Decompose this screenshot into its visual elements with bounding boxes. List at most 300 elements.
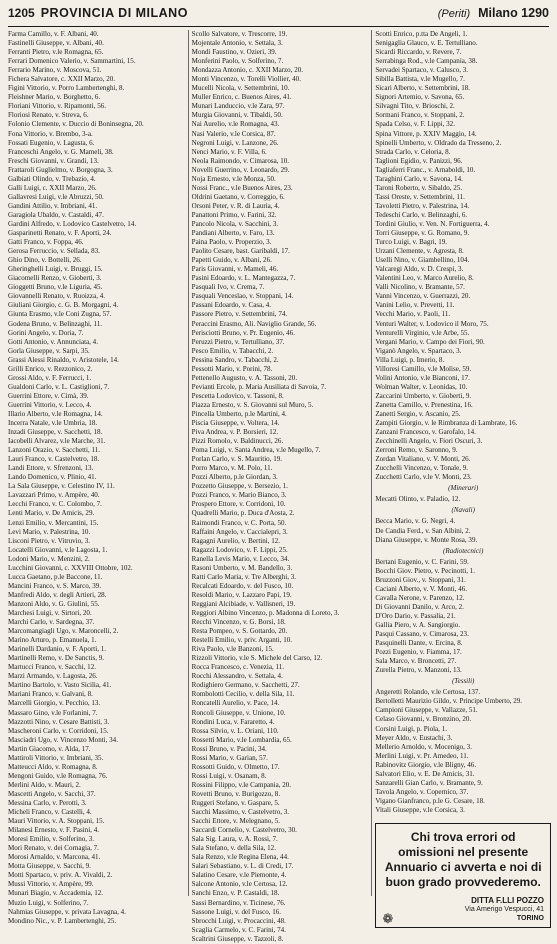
directory-entry: Paolito Cesare, bast. Garibaldi, 17. [191, 247, 290, 256]
directory-entry: Mauri Vittorio, v. A. Stoppani, 15. [8, 817, 105, 826]
directory-entry: Neola Raimondo, v. Cimarosa, 10. [191, 156, 290, 165]
directory-entry: Viganò Angelo, v. Spartaco, 3. [375, 346, 462, 355]
directory-entry: Venturi Walter, v. Lodovico il Moro, 75. [375, 319, 489, 328]
directory-entry: Giovannelli Renato, v. Ruoizza, 4. [8, 292, 106, 301]
directory-entry: Raimondi Franco, v. C. Porta, 50. [191, 518, 287, 527]
directory-entry: Zurella Pietro, v. Manzoni, 13. [375, 666, 462, 675]
directory-entry: Porlan Carlo, v. S. Mauritio, 19. [191, 455, 283, 464]
directory-entry: Mori Renato, v. dei Cornagia, 7. [8, 844, 99, 853]
directory-entry: Ragagni Aurelio, v. Bertini, 12. [191, 536, 281, 545]
directory-entry: Zecchinelli Angelo, v. Fiori Oscuri, 3. [375, 437, 483, 446]
directory-entry: Valentini Leo, v. Marco Aurelio, 8. [375, 274, 474, 283]
publisher-address: Via Amerigo Vespucci, 41 [464, 906, 545, 914]
directory-entry: Micheli Franco, v. Castelli, 4. [8, 808, 92, 817]
directory-entry: Pescetta Lodovico, v. Tassoni, 8. [191, 391, 284, 400]
category-heading: (Minerari) [448, 484, 479, 493]
directory-entry: Pasqui Cassano, v. Cimarosa, 23. [375, 630, 469, 639]
directory-entry: Marcomangiagli Ugo, v. Maroncelli, 2. [8, 627, 119, 636]
directory-entry: Reggiani Alcibiade, v. Vallisneri, 19. [191, 599, 296, 608]
directory-entry: Restelli Emilio, v. priv. Arganti, 10. [191, 636, 293, 645]
province-title: PROVINCIA DI MILANO [40, 6, 188, 20]
directory-entry: Massaro Gino, v.le Forlanini, 7. [8, 708, 98, 717]
directory-entry: Oldrini Gaetano, v. Correggio, 6. [191, 192, 285, 201]
directory-entry: Lenzi Emilio, v. Mercantini, 15. [8, 518, 99, 527]
region-label: Milano 1290 [478, 6, 549, 20]
directory-entry: Mancini Franco, v. S. Marco, 39. [8, 581, 102, 590]
directory-entry: Peruzzi Pietro, v. Tertulliano, 37. [191, 337, 285, 346]
directory-entry: Pasini Edoardo, v. L. Mantegazza, 7. [191, 274, 296, 283]
directory-entry: Taraghini Carlo, v. Savona, 14. [375, 174, 463, 183]
directory-entry: Mondino Nic., v. P. Lambertenghi, 25. [8, 916, 117, 925]
directory-entry: Giuliani Giorgio, c. G. B. Morgagni, 4. [8, 301, 119, 310]
directory-entry: Fichera Salvatore, c. XXII Marzo, 20. [8, 75, 116, 84]
directory-entry: Pessotti Mario, v. Porini, 78. [191, 364, 273, 373]
directory-entry: Martinelli Remo, v. De Sanctis, 9. [8, 654, 105, 663]
directory-entry: Lanzoni Orazio, v. Sacchetti, 11. [8, 446, 101, 455]
directory-entry: Sicardi Riccardo, v. Revere, 7. [375, 48, 462, 57]
directory-entry: Guerrini Vittorio, v. Lecco, 4. [8, 400, 92, 409]
directory-entry: Saccardi Cornelio, v. Castelvetro, 30. [191, 826, 297, 835]
directory-entry: Pancolo Nicola, v. Sacchini, 3. [191, 219, 279, 228]
directory-entry: Sanzarelli Gian Carlo, v. Bramante, 9. [375, 778, 483, 787]
page-header [8, 6, 549, 27]
directory-entry: Manfredi Aldo, v. degli Artieri, 28. [8, 590, 107, 599]
directory-entry: Mojentale Antonio, v. Settala, 3. [191, 39, 283, 48]
directory-entry: Angeretti Rolando, v.le Certosa, 137. [375, 688, 481, 697]
notice-footer [382, 895, 545, 927]
directory-entry: Gorla Giuseppe, v. Sarpi, 35. [8, 346, 90, 355]
directory-entry: Tordini Giulio, v. Ven. N. Fortiguerra, 4. [375, 219, 490, 228]
directory-entry: Ragazzi Lodovico, v. F. Lippi, 25. [191, 545, 288, 554]
directory-entry: Mascetti Angelo, v. Sacchi, 37. [8, 789, 96, 798]
directory-entry: Pozzi Eugenio, v. Fiamma, 17. [375, 648, 462, 657]
directory-entry: Munari Biagio, v. Accademia, 12. [8, 889, 104, 898]
directory-entry: Riva Paolo, v.le Banzoni, 15. [191, 645, 274, 654]
directory-entry: Paina Paolo, v. Properzio, 3. [191, 238, 272, 247]
category-heading: (Navali) [451, 506, 475, 515]
directory-entry: Spada Celso, v. F. Lippi, 32. [375, 120, 455, 129]
directory-entry: Mariani Franco, v. Galvani, 8. [8, 690, 93, 699]
directory-entry: Masciadri Ugo, v. Vincenzo Monti, 34. [8, 735, 118, 744]
directory-entry: Salvatori Elio, v. E. De Amicis, 31. [375, 769, 475, 778]
directory-entry: Fona Vittorio, v. Brembo, 3-a. [8, 129, 93, 138]
directory-entry: Muzio Luigi, v. Solferino, 7. [8, 898, 89, 907]
directory-entry: Valcaregi Aldo, v. D. Crespi, 3. [375, 265, 464, 274]
directory-entry: Pasquinelli Dante, v. Ercina, 8. [375, 639, 463, 648]
errata-notice-box [375, 823, 551, 928]
directory-entry: La Sala Giuseppe, v. Celestino IV, 11. [8, 482, 115, 491]
directory-entry: Martino Bartolo, v. Vasto Sicilia, 41. [8, 681, 112, 690]
directory-entry: Floriosi Renato, v. Streva, 6. [8, 111, 89, 120]
directory-entry: Galbiati Olindo, v. Trebazio, 4. [8, 174, 96, 183]
directory-entry: Noja Ernesto, v.le Monza, 50. [191, 174, 276, 183]
directory-entry: Rovetti Bruno, v. Burigozzo, 8. [191, 789, 281, 798]
directory-entry: Raffaini Angelo, v. Caccialepri, 3. [191, 527, 288, 536]
directory-entry: Sacchi Massimo, v. Castelvetro, 3. [191, 808, 290, 817]
directory-entry: Grossi Aldo, v. F. Ferrucci, 1. [8, 373, 92, 382]
directory-entry: Diana Giuseppe, v. Monte Rosa, 39. [375, 535, 478, 544]
directory-entry: Grassi Alessi Rinaldo, v. Aristotele, 14. [8, 355, 119, 364]
directory-entry: Nossi Franc., v.le Buenos Aires, 23. [191, 183, 293, 192]
directory-entry: Motta Giuseppe, v. Sacchi, 9. [8, 862, 91, 871]
directory-entry: Corsini Luigi, p. Piola, 1. [375, 724, 447, 733]
directory-entry: Pettenello Augusto, v. A. Tassoni, 20. [191, 373, 298, 382]
directory-entry: Pasquali Venceslao, v. Stoppani, 14. [191, 292, 294, 301]
directory-entry: Franceschi Angelo, v. G. Mameli, 38. [8, 147, 114, 156]
directory-entry: Salcone Antonio, v.le Certosa, 12. [191, 880, 288, 889]
directory-entry: Valli Nicolino, v. Bramante, 57. [375, 283, 465, 292]
directory-entry: Recchi Vincenzo, v. G. Borsi, 18. [191, 618, 286, 627]
directory-entry: Pasquali Ivo, v. Crema, 7. [191, 283, 265, 292]
directory-entry: Merlini Luigi, v. Pr. Amedeo, 11. [375, 751, 469, 760]
directory-entry: Nasi Valerio, v.le Corsica, 87. [191, 129, 276, 138]
directory-entry: Pincella Umberto, p.le Martini, 4. [191, 409, 287, 418]
directory-entry: Ruggeri Stefano, v. Gaspare, 5. [191, 798, 280, 807]
directory-entry: Lecchi Franco, v. C. Colombo, 7. [8, 500, 102, 509]
directory-entry: Moresi Emilio, v. Solferino, 3. [8, 835, 95, 844]
directory-entry: Iacobelli Alvarez, v.le Marche, 31. [8, 437, 106, 446]
directory-entry: Venturelli Virginio, v.le Arbe, 55. [375, 328, 470, 337]
directory-entry: Peraccini Erasmo, Ali. Naviglio Grande, 56. [191, 319, 317, 328]
directory-entry: Mondi Faustino, v. Ozieri, 39. [191, 48, 277, 57]
directory-entry: Salari Sebastiano, v. L. di Credi, 17. [191, 862, 294, 871]
directory-entry: Volini Antonio, v.le Bianconi, 17. [375, 373, 470, 382]
directory-entry: Locatelli Giovanni, v.le Lagosta, 1. [8, 545, 108, 554]
directory-entry: Rabinovitz Giorgio, v.le Bligny, 46. [375, 760, 477, 769]
directory-entry: Bertolletti Maurizio Gildo, v. Principe Umberto, 29. [375, 697, 523, 706]
directory-entry: Prospero Ettore, v. Corridoni, 10. [191, 500, 286, 509]
directory-entry: Fastinelli Giuseppe, v. Albani, 40. [8, 39, 104, 48]
directory-entry: Silvagni Tito, v. Brioschi, 2. [375, 102, 455, 111]
directory-entry: Tavola Angelo, v. Copernico, 37. [375, 787, 469, 796]
directory-entry: Zucchetti Carlo, v.le V. Monti, 23. [375, 473, 472, 482]
directory-entry: Piva Andrea, v. P. Borsieri, 12. [191, 428, 279, 437]
directory-entry: Gallavresi Luigi, v.le Abruzzi, 50. [8, 192, 104, 201]
directory-entry: Porro Marco, v. M. Polo, 11. [191, 464, 273, 473]
directory-entry: Milanesi Ernesto, v. F. Pasini, 4. [8, 826, 99, 835]
directory-entry: Roncoli Giuseppe, v. Unione, 10. [191, 708, 286, 717]
directory-entry: Farma Camillo, v. F. Albani, 40. [8, 30, 99, 38]
directory-entry: Sala Sig. Laura, v. A. Rossi, 7. [191, 835, 278, 844]
directory-entry: Giunta Erasmo, v.le Coni Zugna, 57. [8, 310, 112, 319]
directory-entry: Mazzotti Nino, v. Cesare Battisti, 3. [8, 717, 110, 726]
directory-entry: Monti Vincenzo, v. Torelli Viollier, 40. [191, 75, 301, 84]
directory-entry: Papetti Guido, v. Albani, 26. [191, 256, 272, 265]
directory-entry: Freschi Giovanni, v. Grandi, 13. [8, 156, 99, 165]
directory-entry: Rossotti Guido, v. Olmetto, 17. [191, 762, 280, 771]
directory-entry: Bruzzoni Giov., v. Stoppani, 31. [375, 575, 466, 584]
directory-entry: Murgia Giovanni, v. Tibaldi, 50. [191, 111, 283, 120]
directory-entry: Pozzetto Giuseppe, v. Bersezio, 1. [191, 482, 288, 491]
directory-entry: Frattaroli Guglielmo, v. Borgogna, 3. [8, 165, 113, 174]
directory-entry: Merlini Aldo, v. Mauri, 2. [8, 780, 81, 789]
directory-entry: Tagliaferri Franc., v. Arnaboldi, 10. [375, 165, 476, 174]
directory-entry: Fossati Eugenio, v. Lagusta, 6. [8, 138, 95, 147]
directory-entry: Cavalla Nerone, v. Parenzo, 12. [375, 593, 465, 602]
section-label: (Periti) [437, 8, 471, 20]
category-heading: (Radiotecnici) [443, 546, 484, 555]
directory-entry: Rombolotti Cecilio, v. della Sila, 11. [191, 690, 295, 699]
directory-entry: Pizzi Romolo, v. Baldinucci, 26. [191, 437, 284, 446]
directory-entry: Motti Spartaco, v. priv. A. Vivaldi, 2. [8, 871, 113, 880]
directory-entry: Caciani Alberto, v. V. Monti, 46. [375, 584, 468, 593]
directory-entry: Lucca Gaetano, p.le Baccone, 11. [8, 572, 103, 581]
directory-entry: Pandiani Alberto, v. Faro, 13. [191, 229, 275, 238]
directory-entry: Tassi Oreste, v. Settembrini, 11. [375, 192, 465, 201]
directory-entry: Landi Ettore, v. Sfrenzoni, 13. [8, 464, 94, 473]
directory-entry: Torri Giuseppe, v. G. Romano, 9. [375, 229, 470, 238]
directory-entry: Mecatti Olinto, v. Paladio, 12. [375, 495, 461, 504]
directory-entry: Marchesi Luigi, v. Sirtori, 20. [8, 609, 92, 617]
directory-entry: Lando Domenico, v. Plinio, 41. [8, 473, 97, 482]
directory-entry: Urzani Clemente, v. Agresta, 8. [375, 247, 464, 256]
directory-entry: Mondazza Antonio, c. XXII Marzo, 20. [191, 66, 304, 75]
directory-entry: Gioggetti Bruno, v.le Liguria, 45. [8, 283, 103, 292]
directory-entry: Marcelli Giorgio, v. Pecchio, 13. [8, 699, 101, 708]
directory-entry: Sassi Bernardino, v. Ticinese, 76. [191, 898, 286, 907]
directory-entry: Campioni Giuseppe, v. Vallazze, 51. [375, 706, 478, 715]
directory-entry: Martin Giacomo, v. Alda, 17. [8, 744, 91, 753]
directory-entry: Sormani Franco, v. Stoppani, 2. [375, 111, 465, 120]
directory-entry: Rodighiero Germano, v. Sacchetti, 27. [191, 681, 300, 690]
directory-entry: Sala Marco, v. Broncetti, 27. [375, 657, 457, 666]
directory-entry: Villa Luigi, p. Imerio, 8. [375, 355, 445, 364]
directory-entry: Marzi Armando, v. Lagosta, 26. [8, 672, 98, 681]
directory-columns [8, 30, 551, 943]
page-number: 1205 [8, 6, 35, 20]
emblem-icon: ❁ [382, 911, 394, 927]
notice-text: Chi trova errori od omissioni nel presente Annuario ci avverta e noi di buon grado provvederemo. [384, 829, 542, 889]
directory-entry: Gardini Alfredo, v. Lodovico Castelvetro, 14. [8, 219, 137, 228]
directory-entry: Passore Pietro, v. Settembrini, 74. [191, 310, 288, 319]
directory-entry: Scaltrini Giuseppe, v. Tazzoli, 8. [191, 934, 284, 943]
directory-entry: Muller Enrico, c. Buenos Aires, 41. [191, 93, 292, 102]
directory-entry: Zanetti Sergio, v. Ascanio, 25. [375, 409, 461, 418]
publisher-city: TORINO [516, 915, 545, 923]
directory-entry: Negroni Luigi, v. Lanzone, 26. [191, 138, 279, 147]
directory-entry: Novelli Guerrino, v. Leonardo, 29. [191, 165, 290, 174]
directory-entry: Rossi Bruno, v. Pacini, 34. [191, 744, 267, 753]
directory-entry: Rossi Mario, v. Garian, 57. [191, 753, 268, 762]
directory-entry: Rocchi Alessandro, v. Settala, 4. [191, 672, 283, 681]
directory-entry: Mussi Vittorio, v. Ampère, 99. [8, 880, 94, 889]
publisher-signature [404, 896, 544, 923]
directory-entry: Mucelli Nicola, v. Settembrini, 10. [191, 84, 290, 93]
directory-entry: Uselli Nino, v. Giambellino, 104. [375, 256, 470, 265]
directory-entry: Pessina Sandro, v. Tabacchi, 2. [191, 355, 279, 364]
directory-entry: Ghio Dino, v. Bottelli, 26. [8, 256, 82, 265]
directory-entry: Lauri Franco, v. Castelvetro, 18. [8, 455, 100, 464]
directory-entry: Celaso Giovanni, v. Bronzino, 20. [375, 715, 472, 724]
directory-entry: Vitali Giuseppe, v.le Corsica, 3. [375, 805, 465, 814]
directory-entry: Lenti Mario, v. De Amicis, 29. [8, 509, 95, 518]
directory-entry: Sacchi Ettore, v. Melegnano, 5. [191, 817, 281, 826]
directory-entry: Wolman Walter, v. Leonidas, 10. [375, 382, 468, 391]
directory-entry: Godena Bruno, v. Belinzaghi, 11. [8, 319, 103, 328]
directory-entry: Gatti Franco, v. Foppa, 46. [8, 238, 84, 247]
column-3-entries [375, 30, 551, 815]
directory-entry: Galli Luigi, c. XXII Marzo, 26. [8, 183, 97, 192]
directory-entry: Recalcati Edoardo, v. del Fusco, 10. [191, 581, 294, 590]
directory-entry: Paris Giovanni, v. Mameli, 46. [191, 265, 279, 274]
directory-entry: Rondini Luca, v. Fararetto, 4. [191, 717, 275, 726]
directory-entry: Sbrocchi Luigi, v. Procaccini, 48. [191, 916, 286, 925]
directory-entry: Ferrari Domenico Valerio, v. Sammartini, 15. [8, 57, 136, 66]
directory-entry: Lisconi Pietro, v. Vitruvio, 3. [8, 536, 90, 545]
directory-entry: Monferini Paolo, v. Solferino, 7. [191, 57, 284, 66]
directory-entry: Perisciotti Bruno, v. Pr. Eugenio, 46. [191, 328, 295, 337]
directory-entry: Mellerio Arnoldo, v. Mocenigo, 3. [375, 742, 472, 751]
directory-entry: Grilli Enrico, v. Rezzonico, 2. [8, 364, 93, 373]
directory-entry: Nenci Mario, v. F. Villa, 6. [191, 147, 267, 156]
directory-entry: Gerosa Ferruccio, v. Sellada, 83. [8, 247, 100, 256]
directory-entry: Rossetti Mario, v.le Lombardia, 65. [191, 735, 292, 744]
directory-entry: Rossa Silvio, v. L. Oriani, 110. [191, 726, 279, 735]
directory-entry: De Candia Ferd., v. San Albini, 2. [375, 526, 471, 535]
directory-entry: Vigano Gianfranco, p.le G. Cesare, 18. [375, 796, 485, 805]
directory-entry: Sanchi Enzo, v. P. Castaldi, 18. [191, 889, 280, 898]
directory-entry: Nahmias Giuseppe, v. privata Lavagna, 4. [8, 907, 126, 916]
directory-entry: Meyer Aldo, v. Eustachi, 3. [375, 733, 453, 742]
directory-entry: Inzadi Giuseppe, v. Sacchetti, 18. [8, 428, 103, 437]
publisher-name: DITTA F.LLI POZZO [471, 895, 545, 905]
directory-entry: Zanzani Francesco, v. Garofalo, 14. [375, 428, 476, 437]
directory-entry: Rasoni Umberto, v. M. Bandello, 3. [191, 563, 293, 572]
directory-entry: Pozzi Alberto, p.le Giordan, 3. [191, 473, 278, 482]
directory-entry: Rocca Francesco, c. Venezia, 11. [191, 663, 285, 672]
directory-entry: Rizzoli Vittorio, v.le S. Michele del Carso, 12. [191, 654, 323, 663]
directory-entry: Salatino Cesare, v.le Piemonte, 4. [191, 871, 287, 880]
directory-entry: Mattiroli Vittorio, v. Imbriani, 35. [8, 753, 104, 762]
directory-entry: Gallia Piero, v. A. Sangiorgio. [375, 621, 461, 629]
directory-entry: Pozzi Franco, v. Mario Bianco, 3. [191, 491, 287, 500]
directory-entry: Zerroni Remo, v. Saronno, 9. [375, 446, 458, 455]
directory-entry: Pevianti Ercole, p. Maria Ausiliata di Savoia, 7. [191, 382, 327, 391]
directory-entry: Sassone Luigi, v. del Fusco, 16. [191, 907, 282, 916]
directory-entry: Passani Edoardo, v. Casa, 4. [191, 301, 272, 310]
directory-entry: Senigaglia Glauco, v. E. Tertulliano. [375, 39, 478, 48]
directory-entry: Scaglia Carmelo, v. C. Farini, 74. [191, 925, 286, 934]
directory-entry: Levi Mario, v. Palestrina, 10. [8, 527, 91, 536]
directory-entry: Turco Luigi, v. Bagri, 19. [375, 238, 448, 247]
directory-entry: D'Oro Dario, v. Passalia, 21. [375, 611, 456, 620]
directory-entry: Resta Pompeo, v. S. Gottardo, 20. [191, 627, 288, 636]
directory-entry: Servadei Spartaco, v. Calusco, 3. [375, 66, 469, 75]
directory-entry: Sala Stefano, v. della Sila, 12. [191, 844, 276, 853]
directory-entry: Resoldi Mario, v. Lazzaro Papi, 19. [191, 590, 292, 599]
directory-entry: Roncatelli Aurelio, v. Pace, 14. [191, 699, 280, 708]
directory-column-3 [371, 30, 551, 927]
directory-entry: Guerrini Ettore, v. Cimà, 39. [8, 391, 89, 400]
directory-entry: Serrabinga Rod., v.le Campania, 38. [375, 57, 478, 66]
directory-entry: Gheringhelli Luigi, v. Bruggi, 15. [8, 265, 103, 274]
directory-entry: Poma Luigi, v. Santa Andrea, v.le Mugello, 7. [191, 446, 321, 455]
directory-column-1 [8, 30, 184, 925]
directory-column-2 [188, 30, 368, 943]
directory-entry: Ranella Levis Mario, v. Lecco, 34. [191, 554, 290, 563]
directory-entry: Signori Artemio, v. Savona, 65. [375, 93, 465, 102]
directory-entry: Vanni Vincenzo, v. Guerrazzi, 20. [375, 292, 471, 301]
directory-entry: Ferranti Pietro, v.le Romagna, 65. [8, 48, 104, 57]
directory-entry: Manzoni Aldo, v. G. Giulini, 55. [8, 599, 100, 608]
directory-entry: Vecchi Mario, v. Paoli, 11. [375, 310, 451, 319]
directory-entry: Villoresi Camillo, v.le Molise, 59. [375, 364, 472, 373]
directory-entry: Gandini Attilio, v. Imbriani, 41. [8, 201, 98, 210]
directory-entry: Folonio Clemente, v. Duccio di Boninsegna, 20. [8, 120, 144, 129]
directory-entry: Becca Mario, v. G. Negri, 4. [375, 517, 456, 526]
directory-entry: Zucchelli Vincenzo, v. Tonale, 9. [375, 464, 469, 473]
directory-entry: Vanini Lelio, v. Prevetti, 11. [375, 301, 455, 310]
directory-entry: Zaccarini Umberto, v. Gioberti, 9. [375, 391, 472, 400]
directory-entry: Marchi Carlo, v. Sardegna, 37. [8, 618, 95, 627]
directory-entry: Lodoni Mario, v. Menzini, 2. [8, 554, 90, 563]
directory-entry: Tedeschi Carlo, v. Belinzaghi, 6. [375, 210, 468, 219]
directory-entry: Spinelli Umberto, v. Oldrado da Tresseno, 2. [375, 138, 502, 147]
directory-entry: Zordan Vitaliano, v. V. Monti, 26. [375, 455, 471, 464]
directory-entry: Rossini Filippo, v.le Campania, 20. [191, 780, 292, 789]
directory-entry: Taroni Roberto, v. Sibaldo, 25. [375, 183, 463, 192]
directory-entry: Messina Carlo, v. Perotti, 3. [8, 798, 87, 807]
directory-entry: Incerra Natale, v.le Umbria, 18. [8, 419, 98, 428]
directory-entry: Gasparinetti Renato, v. F. Aporti, 24. [8, 229, 112, 238]
directory-entry: Tavoletti Pietro, v. Palestrina, 14. [375, 201, 470, 210]
directory-entry: Spina Vittore, p. XXIV Maggio, 14. [375, 129, 477, 138]
directory-entry: Lavazzari Primo, v. Ampère, 40. [8, 491, 100, 500]
directory-entry: Scollo Salvatore, v. Trescorre, 19. [191, 30, 288, 38]
directory-entry: Figini Vittorio, v. Porro Lambertenghi, 8. [8, 84, 125, 93]
directory-entry: Giacomelli Renzo, v. Gioberti, 3. [8, 274, 102, 283]
directory-entry: Matteucci Aldo, v. Romagna, 8. [8, 762, 98, 771]
directory-entry: Rossi Luigi, v. Osanam, 8. [191, 771, 267, 780]
directory-entry: Bocchi Giov. Pietro, v. Pecinotti, 1. [375, 566, 476, 575]
directory-entry: Zampiti Giorgio, v. le Rimbranza di Lambrate, 16. [375, 419, 518, 428]
directory-entry: Marino Arturo, p. Emanuela, 1. [8, 636, 97, 645]
directory-entry: Sicari Alberto, v. Settembrini, 18. [375, 84, 471, 93]
directory-entry: Pesco Emilio, v. Tabacchi, 2. [191, 346, 274, 355]
directory-entry: Mascheroni Carlo, v. Corridoni, 15. [8, 726, 109, 735]
directory-entry: Taglioni Egidio, v. Panizzi, 96. [375, 156, 463, 165]
directory-entry: Vergani Mario, v. Campo dei Fiori, 90. [375, 337, 485, 346]
directory-entry: Marinelli Dardanio, v. F. Aporti, 1. [8, 645, 107, 654]
directory-entry: Morosi Arnaldo, v. Marcona, 41. [8, 853, 101, 862]
directory-entry: Lucchini Giovanni, c. XXVIII Ottobre, 102. [8, 563, 133, 572]
directory-entry: Garagiola Ubaldo, v. Castaldi, 47. [8, 210, 104, 219]
directory-entry: Sibilla Battista, v.le Mugello, 7. [375, 75, 465, 84]
directory-entry: Mengoni Guido, v.le Romagna, 76. [8, 771, 108, 780]
directory-entry: Piscia Giuseppe, v. Voltera, 14. [191, 419, 280, 428]
directory-entry: Sala Renzo, v.le Regina Elena, 44. [191, 853, 289, 862]
directory-entry: Munari Landuccio, v.le Zara, 97. [191, 102, 285, 111]
directory-entry: Bertani Eugenio, v. C. Farini, 59. [375, 557, 469, 566]
directory-entry: Gorini Angelo, v. Doria, 7. [8, 328, 84, 337]
directory-entry: Panattoni Primo, v. Farini, 32. [191, 210, 277, 219]
directory-entry: Orsoni Peter, v. R. di Lauria, 4. [191, 201, 280, 210]
category-heading: (Tessili) [451, 677, 475, 686]
directory-entry: Gualdoni Carlo, v. L. Castiglioni, 7. [8, 382, 110, 391]
directory-entry: Ferrario Marino, v. Moscova, 51. [8, 66, 102, 75]
directory-entry: Fleishner Mario, v. Borghetto, 6. [8, 93, 101, 102]
directory-entry: Di Giovanni Danilo, v. Arco, 2. [375, 602, 464, 611]
directory-entry: Strada Carlo, v. Celoria, 8. [375, 147, 451, 156]
directory-entry: Floriani Vittorio, v. Ripamonti, 56. [8, 102, 107, 111]
directory-entry: Scotti Enrico, p.tta De Angeli, 1. [375, 30, 468, 38]
directory-entry: Piazza Ernesto, v. S. Giovanni sul Muro, 5. [191, 400, 314, 409]
directory-entry: Zanetta Camillo, v. Prenestina, 16. [375, 400, 473, 409]
directory-entry: Ratti Carlo Maria, v. Tre Alberghi, 3. [191, 572, 296, 581]
directory-entry: Illario Alberto, v.le Romagna, 14. [8, 409, 103, 418]
directory-entry: Nai Aurelio, v.le Romagna, 43. [191, 120, 280, 129]
directory-entry: Quadrelli Mario, p. Duca d'Aosta, 2. [191, 509, 295, 518]
